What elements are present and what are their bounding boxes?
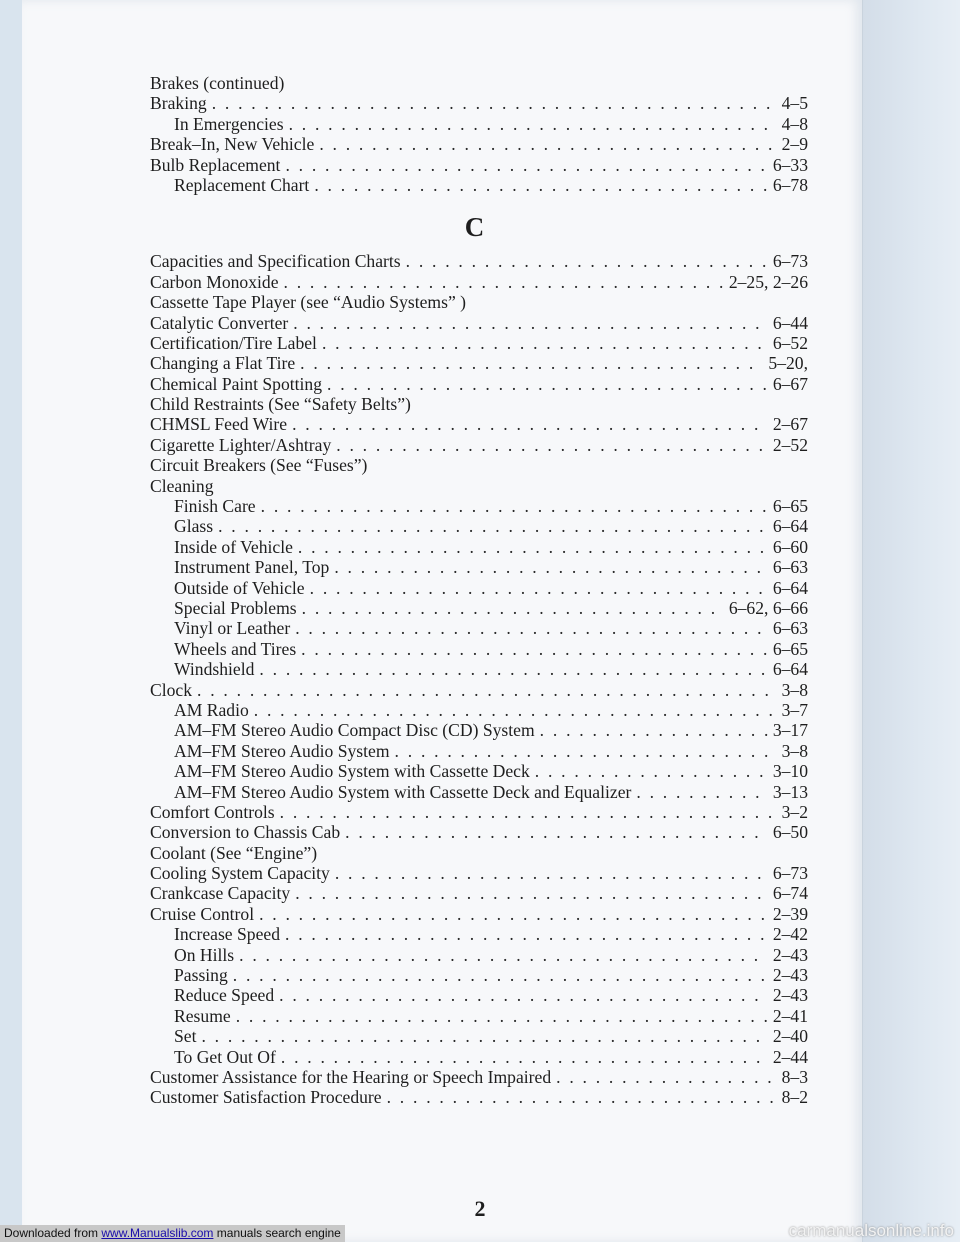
index-entry-page: 2–44 bbox=[772, 1046, 808, 1067]
index-entry bbox=[150, 659, 808, 679]
index-entry-page: 6–64 bbox=[772, 577, 808, 598]
index-entry-page: 3–17 bbox=[772, 720, 808, 741]
index-entry bbox=[150, 313, 808, 333]
dot-leader bbox=[281, 1047, 768, 1067]
index-entry-page: 2–52 bbox=[772, 434, 808, 455]
index-entry-page: 2–40 bbox=[772, 1026, 808, 1047]
dot-leader bbox=[295, 883, 768, 903]
index-entry bbox=[150, 618, 808, 638]
index-entry-label: Changing a Flat Tire bbox=[150, 353, 296, 374]
index-entry-page: 2–9 bbox=[781, 134, 808, 155]
index-entry-page: 6–65 bbox=[772, 496, 808, 517]
index-entry-label: Coolant (See “Engine”) bbox=[150, 842, 318, 863]
dot-leader bbox=[540, 720, 768, 740]
background-strip bbox=[862, 0, 960, 1242]
index-entry bbox=[150, 924, 808, 944]
index-entry-page: 4–8 bbox=[781, 113, 808, 134]
index-entry bbox=[150, 292, 808, 312]
index-entry bbox=[150, 822, 808, 842]
dot-leader bbox=[293, 313, 768, 333]
index-entry-label: CHMSL Feed Wire bbox=[150, 414, 288, 435]
dot-leader bbox=[280, 802, 777, 822]
index-entry-page: 8–3 bbox=[781, 1066, 808, 1087]
index-entry-label: Finish Care bbox=[174, 496, 256, 517]
index-entry-page: 6–62, 6–66 bbox=[728, 597, 808, 618]
index-entry-label: Replacement Chart bbox=[174, 174, 310, 195]
dot-leader bbox=[259, 904, 768, 924]
index-entry bbox=[150, 1087, 808, 1107]
index-entry bbox=[150, 680, 808, 700]
index-entry-label: Chemical Paint Spotting bbox=[150, 373, 323, 394]
index-entry-label: Customer Assistance for the Hearing or Speech Impaired bbox=[150, 1066, 552, 1087]
index-entry bbox=[150, 1006, 808, 1026]
index-entry-label: Certification/Tire Label bbox=[150, 332, 317, 353]
index-entry-label: Cleaning bbox=[150, 475, 214, 496]
dot-leader bbox=[327, 374, 768, 394]
dot-leader bbox=[285, 924, 768, 944]
index-entry-page: 2–43 bbox=[772, 965, 808, 986]
index-entry-page: 6–65 bbox=[772, 638, 808, 659]
index-entry-page: 3–10 bbox=[772, 761, 808, 782]
index-entry bbox=[150, 863, 808, 883]
index-entry bbox=[150, 598, 808, 618]
index-entry bbox=[150, 93, 808, 113]
index-entry-label: Customer Satisfaction Procedure bbox=[150, 1087, 382, 1108]
index-entry-label: AM–FM Stereo Audio System with Cassette Deck and Equalizer bbox=[174, 781, 632, 802]
dot-leader bbox=[335, 863, 768, 883]
index-entry-page: 3–8 bbox=[781, 740, 808, 761]
index-entry bbox=[150, 883, 808, 903]
index-entry bbox=[150, 802, 808, 822]
index-entry-label: Cooling System Capacity bbox=[150, 863, 330, 884]
index-entry-page: 3–2 bbox=[781, 801, 808, 822]
index-entry-page: 6–73 bbox=[772, 251, 808, 272]
index-entry bbox=[150, 455, 808, 475]
dot-leader bbox=[314, 175, 767, 195]
index-entry bbox=[150, 843, 808, 863]
index-entry-page: 2–43 bbox=[772, 985, 808, 1006]
index-entry bbox=[150, 700, 808, 720]
dot-leader bbox=[212, 93, 777, 113]
index-entry-label: Clock bbox=[150, 679, 193, 700]
index-entry-page: 6–64 bbox=[772, 659, 808, 680]
section-letter: C bbox=[464, 212, 486, 243]
index-entry bbox=[150, 435, 808, 455]
dot-leader bbox=[301, 639, 768, 659]
index-entry bbox=[150, 985, 808, 1005]
index-entry-label: Circuit Breakers (See “Fuses”) bbox=[150, 455, 368, 476]
index-entry-label: Catalytic Converter bbox=[150, 312, 289, 333]
index-heading-continued bbox=[150, 73, 808, 93]
dot-leader bbox=[197, 680, 777, 700]
dot-leader bbox=[535, 761, 768, 781]
index-entry-page: 6–33 bbox=[772, 154, 808, 175]
index-entry bbox=[150, 272, 808, 292]
index-entry bbox=[150, 537, 808, 557]
index-entry bbox=[150, 175, 808, 195]
index-entry-label: Braking bbox=[150, 93, 207, 114]
index-entry-label: Glass bbox=[174, 516, 214, 537]
index-entry-page: 6–60 bbox=[772, 536, 808, 557]
index-entry-label: Break–In, New Vehicle bbox=[150, 134, 315, 155]
index-entry-label: AM–FM Stereo Audio System bbox=[174, 740, 390, 761]
index-entry-label: Passing bbox=[174, 965, 228, 986]
index-entry bbox=[150, 374, 808, 394]
footer-prefix: Downloaded from bbox=[4, 1226, 102, 1240]
dot-leader bbox=[218, 516, 768, 536]
index-entry-label: Wheels and Tires bbox=[174, 638, 297, 659]
dot-leader bbox=[289, 114, 777, 134]
dot-leader bbox=[254, 700, 777, 720]
index-entry bbox=[150, 134, 808, 154]
index-entry bbox=[150, 720, 808, 740]
page-number: 2 bbox=[474, 1196, 486, 1221]
index-entries-c bbox=[150, 251, 808, 1107]
index-entry bbox=[150, 639, 808, 659]
index-entry-label: Cruise Control bbox=[150, 903, 255, 924]
index-entry-page: 2–43 bbox=[772, 944, 808, 965]
index-entry bbox=[150, 761, 808, 781]
dot-leader bbox=[300, 353, 763, 373]
index-entry-page: 8–2 bbox=[781, 1087, 808, 1108]
index-entry bbox=[150, 557, 808, 577]
dot-leader bbox=[279, 985, 768, 1005]
index-entry-label: Bulb Replacement bbox=[150, 154, 281, 175]
dot-leader bbox=[334, 557, 768, 577]
dot-leader bbox=[319, 134, 776, 154]
index-entry-label: Cassette Tape Player (see “Audio Systems” ) bbox=[150, 292, 467, 313]
index-entry-page: 6–44 bbox=[772, 312, 808, 333]
index-entry bbox=[150, 965, 808, 985]
dot-leader bbox=[310, 578, 768, 598]
index-entry-label: Outside of Vehicle bbox=[174, 577, 305, 598]
index-entry bbox=[150, 945, 808, 965]
index-entry bbox=[150, 904, 808, 924]
watermark-text: carmanualsonline.info bbox=[788, 1221, 954, 1240]
index-content bbox=[150, 73, 808, 1108]
index-entry-label: AM–FM Stereo Audio System with Cassette Deck bbox=[174, 761, 530, 782]
dot-leader bbox=[322, 333, 768, 353]
index-entry-page: 4–5 bbox=[781, 93, 808, 114]
index-entry-label: Capacities and Specification Charts bbox=[150, 251, 401, 272]
index-entry-label: Crankcase Capacity bbox=[150, 883, 291, 904]
index-entry-page: 6–73 bbox=[772, 863, 808, 884]
index-entry-page: 6–63 bbox=[772, 618, 808, 639]
index-entry-page: 6–52 bbox=[772, 332, 808, 353]
index-entry-label: Set bbox=[174, 1026, 197, 1047]
dot-leader bbox=[636, 782, 767, 802]
dot-leader bbox=[406, 251, 768, 271]
index-entry bbox=[150, 155, 808, 175]
index-entry bbox=[150, 476, 808, 496]
index-entry-label: Child Restraints (See “Safety Belts”) bbox=[150, 394, 411, 415]
index-entry-page: 6–64 bbox=[772, 516, 808, 537]
index-entry bbox=[150, 516, 808, 536]
index-entry-page: 6–74 bbox=[772, 883, 808, 904]
index-entry-label: Vinyl or Leather bbox=[174, 618, 291, 639]
dot-leader bbox=[556, 1067, 776, 1087]
index-entries-b bbox=[150, 93, 808, 195]
index-entry bbox=[150, 1047, 808, 1067]
dot-leader bbox=[387, 1087, 777, 1107]
dot-leader bbox=[302, 598, 724, 618]
index-entry-label: Conversion to Chassis Cab bbox=[150, 822, 341, 843]
index-entry bbox=[150, 353, 808, 373]
index-entry-label: Inside of Vehicle bbox=[174, 536, 293, 557]
index-entry-label: Brakes (continued) bbox=[150, 73, 285, 93]
index-entry bbox=[150, 1026, 808, 1046]
dot-leader bbox=[292, 414, 768, 434]
dot-leader bbox=[298, 537, 768, 557]
index-entry-label: On Hills bbox=[174, 944, 235, 965]
index-entry-label: Windshield bbox=[174, 659, 255, 680]
index-entry-page: 2–67 bbox=[772, 414, 808, 435]
dot-leader bbox=[345, 822, 768, 842]
index-entry bbox=[150, 496, 808, 516]
index-entry-page: 6–50 bbox=[772, 822, 808, 843]
index-entry-page: 6–78 bbox=[772, 174, 808, 195]
index-entry-label: In Emergencies bbox=[174, 113, 284, 134]
index-entry-label: Instrument Panel, Top bbox=[174, 557, 330, 578]
index-entry-label: Resume bbox=[174, 1005, 231, 1026]
index-entry-label: Carbon Monoxide bbox=[150, 271, 279, 292]
index-entry bbox=[150, 1067, 808, 1087]
index-entry-page: 3–8 bbox=[781, 679, 808, 700]
index-entry-page: 2–39 bbox=[772, 903, 808, 924]
index-entry bbox=[150, 251, 808, 271]
dot-leader bbox=[295, 618, 768, 638]
dot-leader bbox=[239, 945, 768, 965]
dot-leader bbox=[284, 272, 724, 292]
dot-leader bbox=[395, 741, 777, 761]
index-entry-page: 5–20, bbox=[768, 353, 808, 374]
index-entry bbox=[150, 741, 808, 761]
dot-leader bbox=[336, 435, 768, 455]
index-entry-label: Comfort Controls bbox=[150, 801, 275, 822]
index-entry-label: Reduce Speed bbox=[174, 985, 275, 1006]
index-entry-label: Increase Speed bbox=[174, 924, 280, 945]
dot-leader bbox=[233, 965, 768, 985]
index-entry-label: To Get Out Of bbox=[174, 1046, 276, 1067]
dot-leader bbox=[201, 1026, 767, 1046]
index-entry bbox=[150, 114, 808, 134]
index-entry-label: AM–FM Stereo Audio Compact Disc (CD) System bbox=[174, 720, 535, 741]
dot-leader bbox=[236, 1006, 768, 1026]
index-entry-page: 3–13 bbox=[772, 781, 808, 802]
index-entry-label: Cigarette Lighter/Ashtray bbox=[150, 434, 332, 455]
index-entry-page: 2–25, 2–26 bbox=[728, 271, 808, 292]
dot-leader bbox=[261, 496, 768, 516]
footer-suffix: manuals search engine bbox=[213, 1226, 341, 1240]
index-entry bbox=[150, 414, 808, 434]
index-entry-label: Special Problems bbox=[174, 597, 297, 618]
index-entry-label: AM Radio bbox=[174, 699, 249, 720]
manualslib-link[interactable]: www.Manualslib.com bbox=[101, 1226, 214, 1240]
dot-leader bbox=[259, 659, 767, 679]
dot-leader bbox=[285, 155, 767, 175]
download-footer bbox=[0, 1225, 345, 1242]
index-entry-page: 6–67 bbox=[772, 373, 808, 394]
index-entry bbox=[150, 394, 808, 414]
index-entry-page: 2–41 bbox=[772, 1005, 808, 1026]
index-entry bbox=[150, 782, 808, 802]
index-entry-page: 6–63 bbox=[772, 557, 808, 578]
index-entry-page: 3–7 bbox=[781, 699, 808, 720]
index-entry-page: 2–42 bbox=[772, 924, 808, 945]
index-entry bbox=[150, 333, 808, 353]
index-entry bbox=[150, 578, 808, 598]
